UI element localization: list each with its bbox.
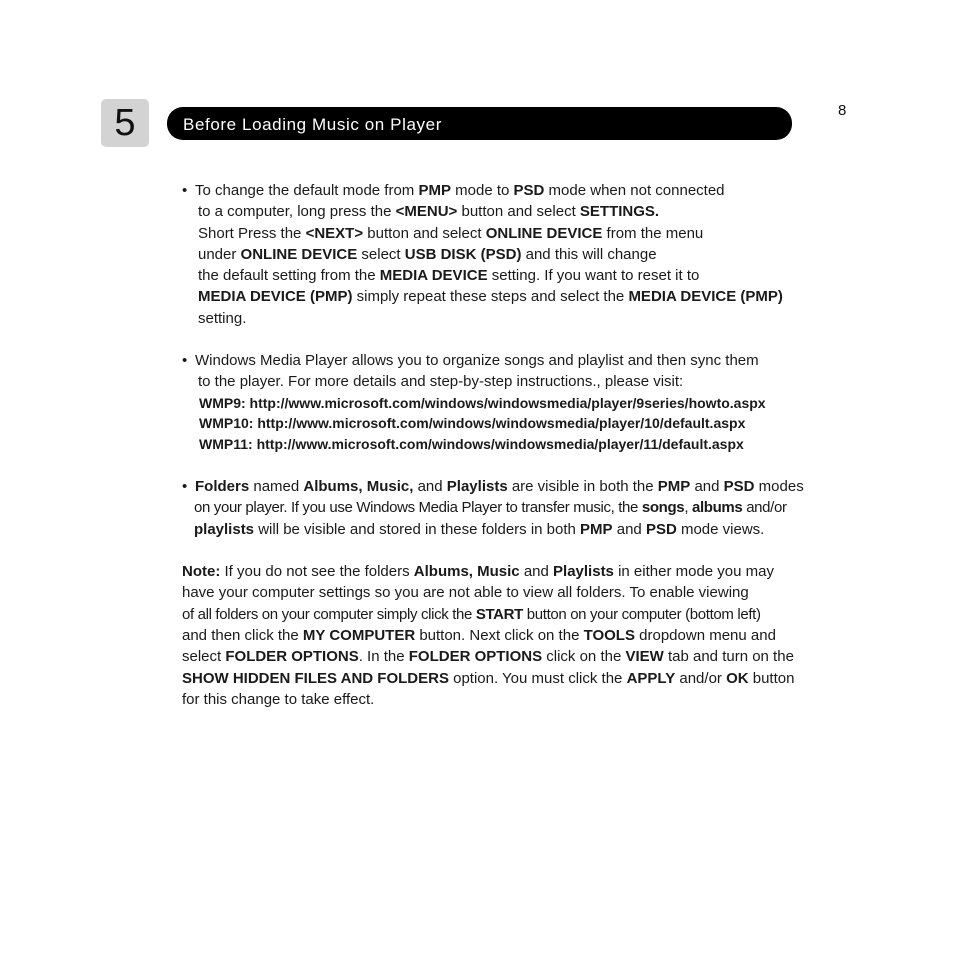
bold-text: START <box>475 605 523 623</box>
text-span: and this will change <box>521 245 657 263</box>
text-span: dropdown menu and <box>634 626 776 644</box>
bold-text: MY COMPUTER <box>302 626 416 644</box>
text-span: to the player. For more details and step-by-step instructions., please visit: <box>198 373 684 391</box>
text-span: Short Press the <box>198 224 306 242</box>
bold-text: MEDIA DEVICE (PMP) <box>198 288 353 306</box>
bold-text: VIEW <box>625 648 664 666</box>
text-line <box>182 201 847 222</box>
bold-text: OK <box>726 669 749 687</box>
text-span: the default setting from the <box>198 267 380 285</box>
bold-text: Playlists <box>553 563 614 581</box>
text-span: from the menu <box>602 224 704 242</box>
text-line <box>182 223 847 244</box>
text-span: and then click the <box>182 626 303 644</box>
text-line <box>182 497 847 518</box>
text-line <box>182 625 847 646</box>
bold-text: ONLINE DEVICE <box>485 224 603 242</box>
text-span: have your computer settings so you are not able to view all folders. To enable viewing <box>182 584 749 602</box>
text-span: and <box>612 520 646 538</box>
page-content <box>182 180 847 710</box>
page-number: 8 <box>838 102 847 119</box>
text-span: If you do not see the folders <box>220 563 414 581</box>
bold-text: PSD <box>645 520 677 538</box>
bullet-windows-media-player <box>182 350 847 454</box>
wmp9-url-link[interactable]: WMP9: http://www.microsoft.com/windows/windowsmedia/player/9series/howto.aspx <box>199 394 766 411</box>
wmp11-url-link[interactable]: WMP11: http://www.microsoft.com/windows/windowsmedia/player/11/default.aspx <box>199 435 744 452</box>
text-line <box>182 244 847 265</box>
bullet-default-mode <box>182 180 847 329</box>
text-line <box>182 519 847 540</box>
text-span: and <box>690 478 724 496</box>
text-span: To change the default mode from <box>195 182 419 199</box>
text-span: button. Next click on the <box>415 626 584 644</box>
text-span: and/or <box>675 669 727 687</box>
text-line <box>182 689 847 710</box>
bold-text: PSD <box>513 182 545 199</box>
text-span: mode when not connected <box>544 182 725 199</box>
text-span: Windows Media Player allows you to organize songs and playlist and then sync them <box>195 352 759 370</box>
bullet-glyph: • <box>182 478 188 496</box>
bold-text: ONLINE DEVICE <box>240 245 358 263</box>
text-span: option. You must click the <box>448 669 627 687</box>
bold-text: PMP <box>580 520 613 538</box>
bold-text: MEDIA DEVICE <box>379 267 488 285</box>
text-span: button on your computer (bottom left) <box>522 605 761 623</box>
bold-text: USB DISK (PSD) <box>404 245 522 263</box>
bold-text: SETTINGS. <box>579 203 660 221</box>
text-line <box>182 286 847 307</box>
bold-text: PMP <box>657 478 691 496</box>
bold-text: MEDIA DEVICE (PMP) <box>628 288 783 306</box>
text-line <box>182 561 847 582</box>
bullet-glyph: • <box>182 182 188 199</box>
text-span: tab and turn on the <box>663 648 794 666</box>
bold-text: PMP <box>418 182 451 199</box>
text-span: and <box>413 478 447 496</box>
text-line <box>182 265 847 286</box>
bold-text: songs <box>641 499 685 517</box>
text-span: named <box>249 478 304 496</box>
text-span: simply repeat these steps and select the <box>352 288 629 306</box>
text-span: , <box>684 499 692 517</box>
text-span: button <box>748 669 795 687</box>
bold-text: SHOW HIDDEN FILES AND FOLDERS <box>182 669 449 687</box>
text-span: mode views. <box>676 520 765 538</box>
bullet-glyph: • <box>182 352 188 370</box>
text-span: in either mode you may <box>613 563 774 581</box>
text-line <box>182 308 847 329</box>
text-span: button and select <box>363 224 486 242</box>
section-title: Before Loading Music on Player <box>183 115 442 134</box>
bold-text: playlists <box>194 520 255 538</box>
text-span: . In the <box>358 648 409 666</box>
bold-text: <NEXT> <box>305 224 364 242</box>
text-line <box>182 180 847 201</box>
text-span: under <box>198 245 241 263</box>
bold-text: Albums, Music <box>413 563 520 581</box>
bold-text: TOOLS <box>583 626 635 644</box>
note-paragraph <box>182 561 847 710</box>
text-span: on your player. If you use Windows Media Player to transfer music, the <box>194 499 642 517</box>
text-span: will be visible and stored in these folders in both <box>254 520 581 538</box>
text-span: setting. If you want to reset it to <box>487 267 700 285</box>
text-line <box>182 646 847 667</box>
text-line <box>182 582 847 603</box>
text-span: select <box>182 648 226 666</box>
text-line <box>182 350 847 371</box>
text-span: click on the <box>542 648 626 666</box>
text-span: to a computer, long press the <box>198 203 396 221</box>
text-span: and <box>519 563 554 581</box>
wmp10-url-link[interactable]: WMP10: http://www.microsoft.com/windows/windowsmedia/player/10/default.aspx <box>199 415 746 432</box>
bold-text: Note: <box>182 563 221 581</box>
text-span: of all folders on your computer simply click the <box>182 605 476 623</box>
bold-text: APPLY <box>626 669 676 687</box>
bold-text: FOLDER OPTIONS <box>408 648 543 666</box>
text-span: for this change to take effect. <box>182 690 375 708</box>
text-span: and/or <box>742 499 787 517</box>
text-line <box>182 371 847 392</box>
text-span: setting. <box>198 309 247 327</box>
text-line <box>182 604 847 625</box>
bold-text: Folders <box>195 478 250 496</box>
text-line <box>182 476 847 497</box>
text-span: mode to <box>451 182 514 199</box>
text-line <box>182 668 847 689</box>
bold-text: albums <box>691 499 743 517</box>
bold-text: <MENU> <box>395 203 458 221</box>
chapter-number-box <box>101 99 149 147</box>
bold-text: PSD <box>723 478 755 496</box>
text-span: button and select <box>457 203 580 221</box>
text-span: select <box>357 245 405 263</box>
section-header-bar <box>167 107 792 140</box>
bullet-folders <box>182 476 847 540</box>
bold-text: Playlists <box>446 478 508 496</box>
chapter-number: 5 <box>114 102 136 144</box>
bold-text: Albums, Music, <box>303 478 414 496</box>
text-span: are visible in both the <box>507 478 658 496</box>
bold-text: FOLDER OPTIONS <box>225 648 359 666</box>
text-span: modes <box>754 478 804 496</box>
